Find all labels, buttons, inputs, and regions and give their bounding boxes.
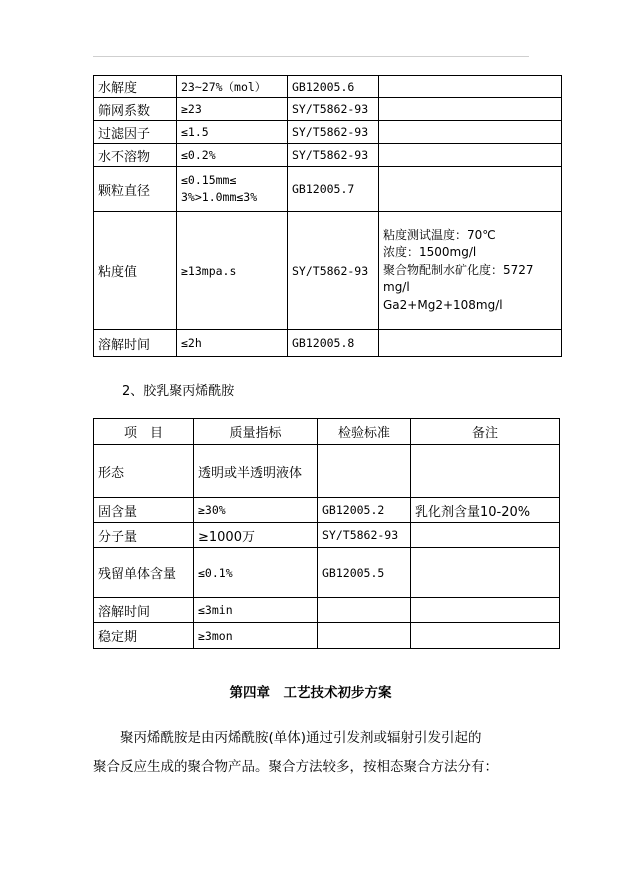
cell-value: 23~27%（mol） [177,76,288,98]
table-row [94,330,562,357]
header-item: 项 目 [94,419,194,445]
cell-standard: GB12005.8 [288,330,379,357]
cell-note [411,445,560,498]
paragraph-line: 聚合反应生成的聚合物产品。聚合方法较多，按相态聚合方法分有： [93,759,498,775]
cell-note [379,98,562,121]
cell-note [379,121,562,144]
cell-note [411,598,560,623]
cell-note [379,144,562,167]
cell-value: ≤0.2% [177,144,288,167]
cell-standard: SY/T5862-93 [318,523,411,548]
cell-value: ≥30% [194,498,318,523]
table-row [94,523,560,548]
value-line: 3%>1.0mm≤3% [181,190,258,204]
cell-item: 残留单体含量 [94,548,194,598]
cell-value: ≤3min [194,598,318,623]
cell-item: 分子量 [94,523,194,548]
page-header-rule [93,56,529,57]
header-standard: 检验标准 [318,419,411,445]
table-row [94,121,562,144]
header-note: 备注 [411,419,560,445]
cell-note [379,76,562,98]
cell-standard: GB12005.6 [288,76,379,98]
cell-note [379,212,562,330]
note-line: 聚合物配制水矿化度：5727 mg/l [383,262,534,295]
table-header-row [94,419,560,445]
table-row [94,498,560,523]
cell-standard [318,445,411,498]
cell-value: ≤2h [177,330,288,357]
chapter-title: 第四章 工艺技术初步方案 [229,685,392,701]
polyacrylamide-spec-table [93,75,562,357]
cell-standard: SY/T5862-93 [288,98,379,121]
cell-item: 水不溶物 [94,144,177,167]
table-row [94,623,560,649]
cell-value: ≥23 [177,98,288,121]
cell-item: 水解度 [94,76,177,98]
cell-item: 粘度值 [94,212,177,330]
cell-note [411,623,560,649]
cell-item: 颗粒直径 [94,167,177,212]
cell-value: 透明或半透明液体 [194,445,318,498]
cell-item: 过滤因子 [94,121,177,144]
cell-value: ≤1.5 [177,121,288,144]
cell-note [411,548,560,598]
section-heading: 2、胶乳聚丙烯酰胺 [122,384,235,399]
value-line: ≤0.15mm≤ [181,173,237,188]
cell-item: 形态 [94,445,194,498]
table-row [94,144,562,167]
cell-value: ≥1000万 [194,523,318,548]
table-row [94,445,560,498]
paragraph-line: 聚丙烯酰胺是由丙烯酰胺(单体)通过引发剂或辐射引发引起的 [120,730,482,746]
cell-standard [318,623,411,649]
cell-standard [318,598,411,623]
cell-standard: GB12005.2 [318,498,411,523]
cell-value: ≥3mon [194,623,318,649]
cell-item: 溶解时间 [94,330,177,357]
cell-standard: SY/T5862-93 [288,121,379,144]
cell-standard: GB12005.7 [288,167,379,212]
cell-standard: SY/T5862-93 [288,212,379,330]
cell-value: ≤0.1% [194,548,318,598]
latex-polyacrylamide-spec-table [93,418,560,649]
cell-standard: GB12005.5 [318,548,411,598]
cell-note [411,523,560,548]
note-line: 粘度测试温度：70℃ [383,228,496,243]
table-row [94,76,562,98]
table-row [94,212,562,330]
header-quality: 质量指标 [194,419,318,445]
note-line: 浓度：1500mg/l [383,245,477,260]
cell-item: 筛网系数 [94,98,177,121]
cell-value [177,167,288,212]
note-line: Ga2+Mg2+108mg/l [383,297,503,312]
cell-note: 乳化剂含量10-20% [411,498,560,523]
cell-value: ≥13mpa.s [177,212,288,330]
table-row [94,98,562,121]
cell-item: 稳定期 [94,623,194,649]
cell-item: 固含量 [94,498,194,523]
cell-note [379,330,562,357]
table-row [94,548,560,598]
table-row [94,167,562,212]
table-row [94,598,560,623]
cell-note [379,167,562,212]
cell-standard: SY/T5862-93 [288,144,379,167]
body-paragraph [93,724,533,782]
cell-item: 溶解时间 [94,598,194,623]
